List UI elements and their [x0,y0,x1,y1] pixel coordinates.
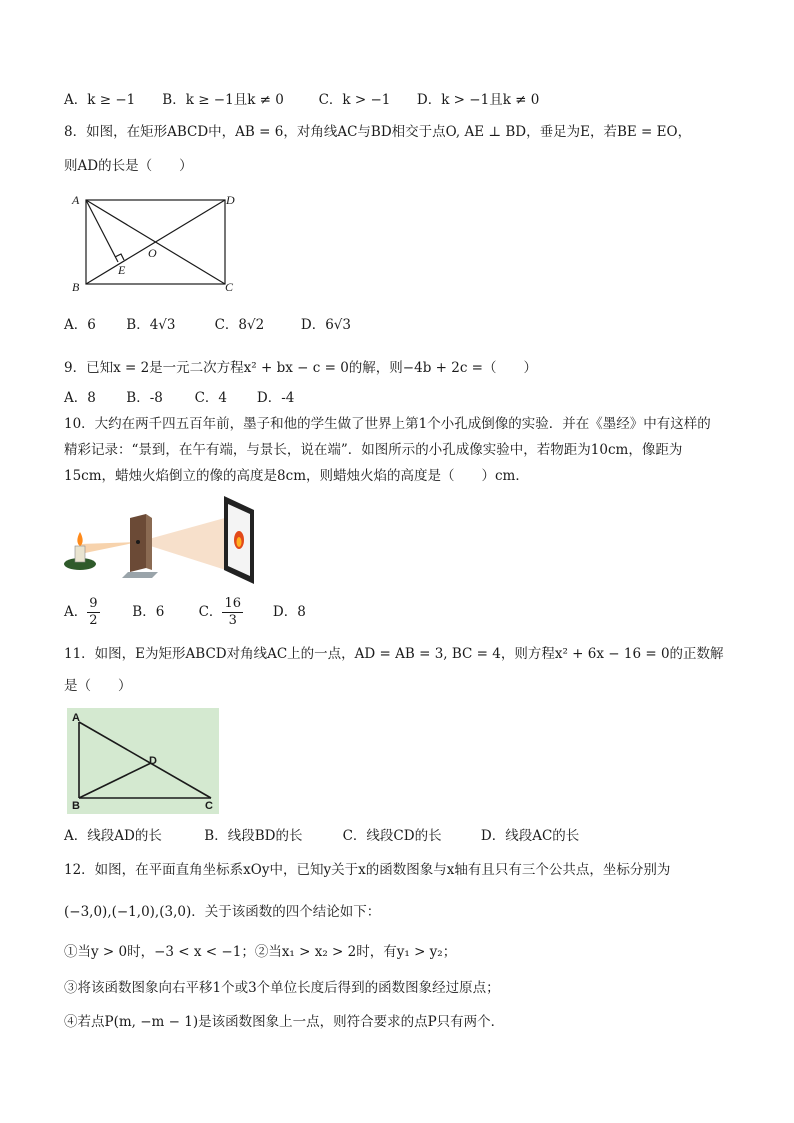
q8-option-b[interactable]: B．4√3 [126,317,176,333]
q10-inverted-image-core [237,537,242,547]
q9-option-a[interactable]: A．8 [64,390,96,406]
q10-light-cone-right [138,516,232,572]
q7-option-a[interactable]: A．k ≥ −1 [64,92,136,108]
q11-label-a: A [72,712,80,724]
q10-pinhole [136,540,140,544]
q8-label-o: O [148,246,157,260]
q11-option-d[interactable]: D．线段AC的长 [480,828,580,844]
q12-conclusion-4: ④若点P(m, −m − 1)是该函数图象上一点，则符合要求的点P只有两个． [64,1014,505,1030]
q7-option-b[interactable]: B．k ≥ −1且k ≠ 0 [162,92,284,108]
q10-option-a-fraction [87,596,99,629]
q11-option-c[interactable]: C．线段CD的长 [342,828,442,844]
q10-option-c-denominator: 3 [228,613,237,628]
q8-rectangle-figure [68,190,243,298]
q10-stem-line3: 15cm，蜡烛火焰倒立的像的高度是8cm，则蜡烛火焰的高度是（ ）cm． [64,468,529,484]
q8-options [64,315,351,335]
q12-stem-line1: 12．如图，在平面直角坐标系xOy中，已知y关于x的函数图象与x轴有且只有三个公共点，坐标分别为 [64,862,671,878]
q8-label-a: A [72,193,80,207]
q7-option-c[interactable]: C．k > −1 [318,92,391,108]
q10-option-b[interactable]: B．6 [132,604,165,620]
q9-option-b[interactable]: B．-8 [126,390,163,406]
q8-option-c[interactable]: C．8√2 [214,317,265,333]
q8-label-d: D [226,193,235,207]
q10-stem-line2: 精彩记录：“景到，在午有端，与景长，说在端”．如图所示的小孔成像实验中，若物距为10cm，像距为 [64,442,683,458]
q8-option-d[interactable]: D．6√3 [300,317,351,333]
q8-stem-line2: 则AD的长是（ ） [64,158,193,174]
q10-option-a-numerator: 9 [89,596,98,611]
q10-candle [75,546,85,562]
q9-option-d[interactable]: D．-4 [256,390,295,406]
q9-stem: 9．已知x = 2是一元二次方程x² + bx − c = 0的解，则−4b + 2c =（ ） [64,360,537,376]
q7-options [64,90,539,110]
q12-stem-line2: (−3,0),(−1,0),(3,0)．关于该函数的四个结论如下： [64,904,381,920]
q10-pinhole-figure [62,492,262,586]
q10-stem-line1: 10．大约在两千四五百年前，墨子和他的学生做了世界上第1个小孔成倒像的实验．并在《墨经》中有这样的 [64,416,711,432]
q10-option-a[interactable] [64,594,128,630]
q11-option-b[interactable]: B．线段BD的长 [204,828,303,844]
q10-option-a-label: A． [64,604,88,620]
q10-options [64,594,306,630]
q8-label-c: C [225,280,234,294]
q12-conclusion-1-2: ①当y > 0时，−3 < x < −1；②当x₁ > x₂ > 2时，有y₁ > y₂； [64,944,457,960]
q11-label-d: D [149,755,157,767]
q11-stem-line2: 是（ ） [64,678,132,694]
q8-label-e: E [118,263,126,277]
q7-option-d[interactable]: D．k > −1且k ≠ 0 [416,92,540,108]
q11-options [64,826,579,846]
q11-triangle-figure [67,708,219,814]
q10-board-stand [122,572,158,578]
q11-stem-line1: 11．如图，E为矩形ABCD对角线AC上的一点，AD = AB = 3, BC = 4，则方程x² + 6x − 16 = 0的正数解 [64,646,724,662]
q8-option-a[interactable]: A．6 [64,317,96,333]
q9-option-c[interactable]: C．4 [194,390,228,406]
q11-label-b: B [72,800,80,812]
q8-label-b: B [72,280,80,294]
q8-stem-line1: 8．如图，在矩形ABCD中，AB = 6，对角线AC与BD相交于点O, AE ⊥ BD，垂足为E，若BE = EO， [64,124,692,140]
q12-conclusion-3: ③将该函数图象向右平移1个或3个单位长度后得到的函数图象经过原点； [64,980,500,996]
q10-option-c[interactable] [199,594,269,630]
q10-option-c-label: C． [198,604,223,620]
q10-board-side [146,514,152,570]
q10-candle-flame-icon [77,532,82,546]
q11-option-a[interactable]: A．线段AD的长 [64,828,162,844]
q10-light-cone-left [80,542,138,554]
q10-option-a-denominator: 2 [89,613,98,628]
q9-options [64,388,294,408]
q10-option-d[interactable]: D．8 [272,604,306,620]
q10-option-c-fraction [222,596,243,629]
q10-option-c-numerator: 16 [224,596,241,611]
q11-label-c: C [205,800,213,812]
